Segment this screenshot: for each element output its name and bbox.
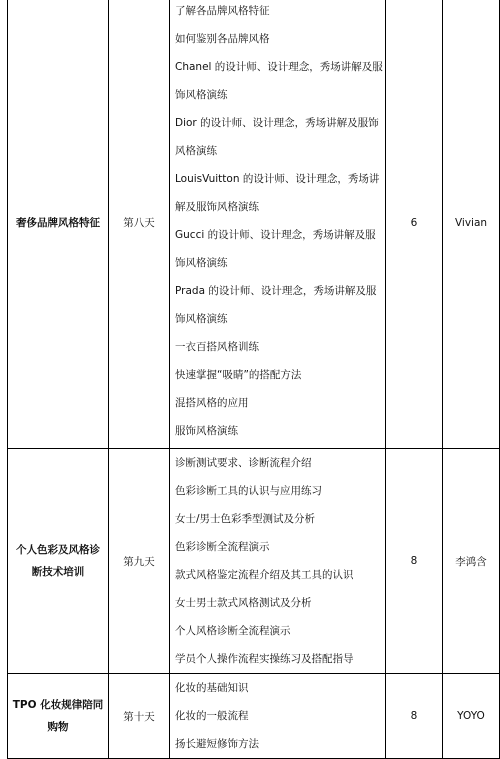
content-line: 饰风格演练: [175, 313, 228, 325]
row-hours: 6: [386, 0, 443, 449]
row-content: [170, 449, 386, 674]
row-hours: 8: [386, 674, 443, 759]
content-line: 女士男士款式风格测试及分析: [175, 597, 312, 609]
content-line: 风格演练: [175, 145, 217, 157]
table-row: [8, 0, 500, 449]
row-hours: 8: [386, 449, 443, 674]
content-line: 解及服饰风格演练: [175, 201, 259, 213]
row-content: [170, 674, 386, 759]
schedule-body: [8, 0, 500, 759]
content-line: Chanel 的设计师、设计理念，秀场讲解及服: [175, 61, 383, 73]
table-row: [8, 449, 500, 674]
content-line: 色彩诊断全流程演示: [175, 541, 270, 553]
row-category: 奢侈品牌风格特征: [8, 0, 109, 449]
content-line: 扬长避短修饰方法: [175, 738, 259, 750]
course-schedule-table: [7, 0, 500, 759]
content-line: 诊断测试要求、诊断流程介绍: [175, 457, 312, 469]
content-line: 混搭风格的应用: [175, 397, 249, 409]
row-teacher: YOYO: [443, 674, 500, 759]
row-day: 第九天: [109, 449, 170, 674]
table-row: [8, 674, 500, 759]
row-teacher: 李鸿含: [443, 449, 500, 674]
row-category: TPO 化妆规律陪同购物: [8, 674, 109, 759]
content-line: 快速掌握“吸睛”的搭配方法: [175, 369, 302, 381]
content-line: Gucci 的设计师、设计理念，秀场讲解及服: [175, 229, 376, 241]
row-day: 第八天: [109, 0, 170, 449]
row-content: [170, 0, 386, 449]
content-line: 化妆的基础知识: [175, 682, 249, 694]
content-line: 色彩诊断工具的认识与应用练习: [175, 485, 322, 497]
content-line: 如何鉴别各品牌风格: [175, 33, 270, 45]
row-teacher: Vivian: [443, 0, 500, 449]
content-line: 款式风格鉴定流程介绍及其工具的认识: [175, 569, 354, 581]
content-line: 饰风格演练: [175, 89, 228, 101]
content-line: Prada 的设计师、设计理念，秀场讲解及服: [175, 285, 377, 297]
content-line: 女士/男士色彩季型测试及分析: [175, 513, 316, 525]
content-line: 服饰风格演练: [175, 425, 238, 437]
content-line: 饰风格演练: [175, 257, 228, 269]
row-day: 第十天: [109, 674, 170, 759]
content-line: 了解各品牌风格特征: [175, 5, 270, 17]
content-line: 学员个人操作流程实操练习及搭配指导: [175, 653, 354, 665]
content-line: LouisVuitton 的设计师、设计理念，秀场讲: [175, 173, 380, 185]
content-line: 一衣百搭风格训练: [175, 341, 259, 353]
row-category: 个人色彩及风格诊断技术培训: [8, 449, 109, 674]
content-line: 个人风格诊断全流程演示: [175, 625, 291, 637]
content-line: 化妆的一般流程: [175, 710, 249, 722]
content-line: Dior 的设计师、设计理念，秀场讲解及服饰: [175, 117, 379, 129]
